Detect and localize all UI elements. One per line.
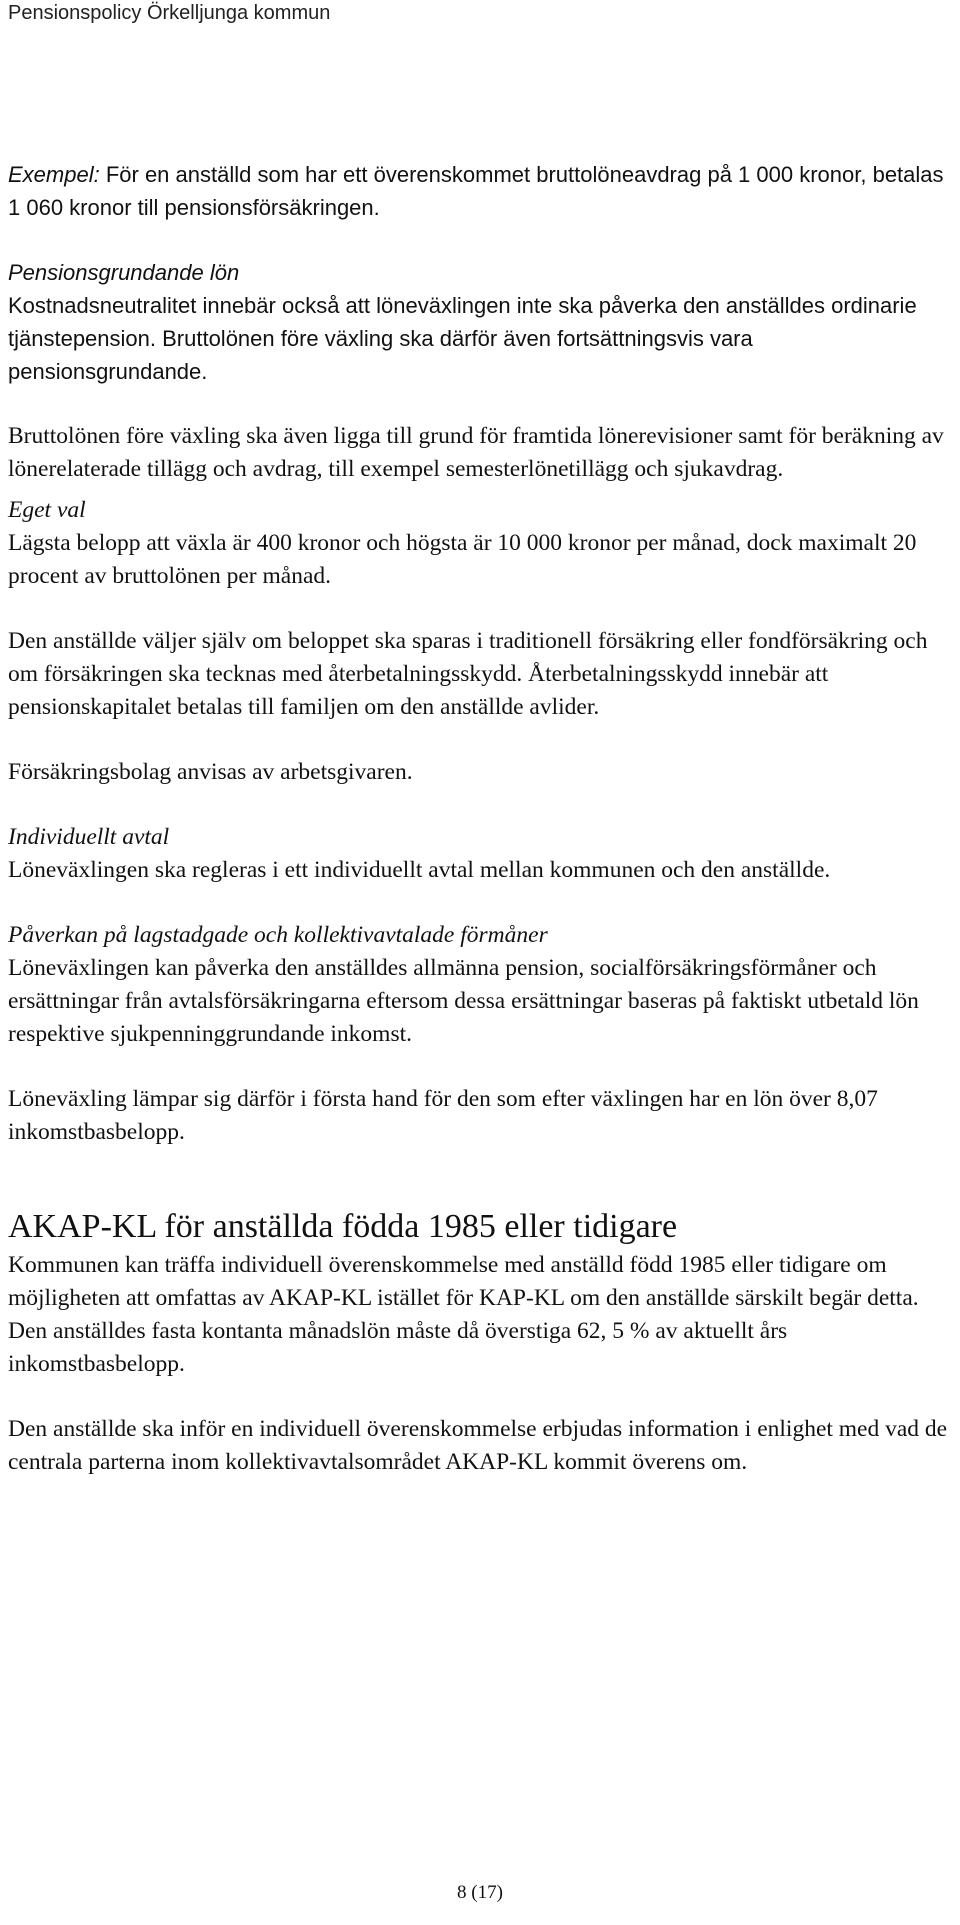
brutto-paragraph: Bruttolönen före växling ska även ligga till grund för framtida lönerevisioner samt för beräkning av lönerelaterade tillägg och avdrag, till exempel semesterlönetillägg och sjukavdrag.	[8, 423, 944, 482]
akap-paragraph-2: Den anställde ska inför en individuell överenskommelse erbjudas information i enlighet med vad de centrala parterna inom kollektivavtalsområdet AKAP-KL kommit överens om.	[8, 1416, 948, 1475]
page-header: Pensionspolicy Örkelljunga kommun	[8, 2, 331, 24]
individuellt-heading: Individuellt avtal	[8, 824, 170, 850]
example-paragraph	[8, 158, 948, 224]
val-paragraph: Den anställde väljer själv om beloppet ska sparas i traditionell försäkring eller fondförsäkring och om försäkringen ska tecknas med återbetalningsskydd. Återbetalningsskydd innebär att pensionskapitalet betalas till familjen om den anställde avlider.	[8, 628, 928, 720]
example-text: För en anställd som har ett överenskommet bruttolöneavdrag på 1 000 kronor, betalas 1 060 kronor till pensionsförsäkringen.	[8, 162, 944, 220]
akap-section-heading: AKAP-KL för anställda födda 1985 eller tidigare	[8, 1208, 678, 1245]
document-body	[8, 158, 948, 1479]
individuellt-text: Löneväxlingen ska regleras i ett individuellt avtal mellan kommunen och den anställde.	[8, 857, 831, 883]
paverkan-heading: Påverkan på lagstadgade och kollektivavtalade förmåner	[8, 922, 548, 948]
akap-paragraph-1: Kommunen kan träffa individuell överenskommelse med anställd född 1985 eller tidigare om möjligheten att omfattas av AKAP-KL istället för KAP-KL om den anställde särskilt begär detta. Den anställdes fasta kontanta månadslön måste då överstiga 62, 5 % av aktuellt års inkomstbasbelopp.	[8, 1252, 919, 1377]
example-label: Exempel:	[8, 162, 100, 187]
bolag-paragraph: Försäkringsbolag anvisas av arbetsgivaren.	[8, 759, 413, 785]
pensionsgrundande-text: Kostnadsneutralitet innebär också att löneväxlingen inte ska påverka den anställdes ordinarie tjänstepension. Bruttolönen före växling ska därför även fortsättningsvis vara pensionsgrundande.	[8, 293, 917, 384]
lampar-paragraph: Löneväxling lämpar sig därför i första hand för den som efter växlingen har en lön över 8,07 inkomstbasbelopp.	[8, 1086, 878, 1145]
pensionsgrundande-heading: Pensionsgrundande lön	[8, 260, 240, 285]
page-number: 8 (17)	[457, 1882, 503, 1903]
paverkan-text: Löneväxlingen kan påverka den anställdes allmänna pension, socialförsäkringsförmåner och ersättningar från avtalsförsäkringarna eftersom dessa ersättningar baseras på faktiskt utbetald lön respektive sjukpenninggrundande inkomst.	[8, 955, 919, 1047]
eget-val-text: Lägsta belopp att växla är 400 kronor och högsta är 10 000 kronor per månad, dock maximalt 20 procent av bruttolönen per månad.	[8, 530, 917, 589]
eget-val-heading: Eget val	[8, 497, 86, 523]
